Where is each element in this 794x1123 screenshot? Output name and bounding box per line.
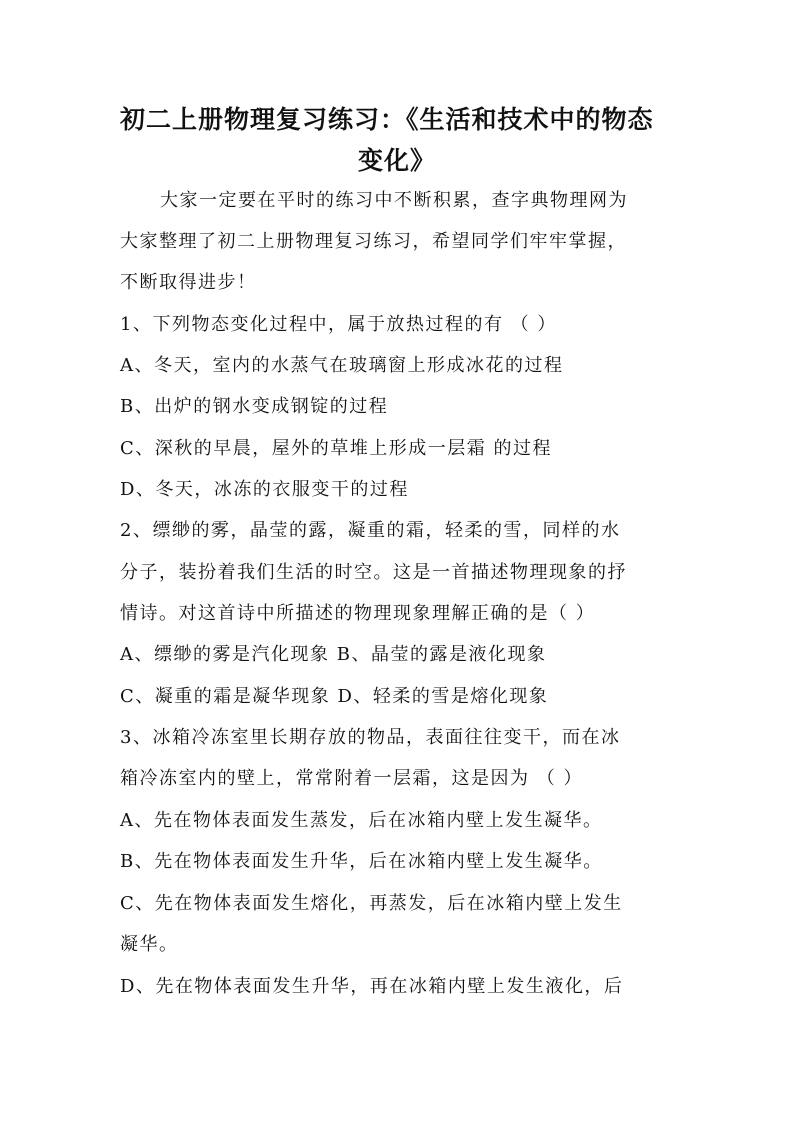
question-3-option-b: B、先在物体表面发生升华，后在冰箱内壁上发生凝华。 xyxy=(120,851,603,872)
question-3-option-c-line-2: 凝华。 xyxy=(120,934,179,955)
question-2-options-ab: A、缥缈的雾是汽化现象 B、晶莹的露是液化现象 xyxy=(120,644,547,665)
question-1-option-b: B、出炉的钢水变成钢锭的过程 xyxy=(120,396,389,417)
intro-line-1: 大家一定要在平时的练习中不断积累，查字典物理网为 xyxy=(160,190,628,211)
intro-line-3: 不断取得进步！ xyxy=(120,272,257,293)
intro-line-2: 大家整理了初二上册物理复习练习，希望同学们牢牢掌握， xyxy=(120,231,627,252)
question-2-options-cd: C、凝重的霜是凝华现象 D、轻柔的雪是熔化现象 xyxy=(120,686,549,707)
document-title-line-2: 变化》 xyxy=(357,146,436,175)
document-title-line-1: 初二上册物理复习练习：《生活和技术中的物态 xyxy=(120,105,654,134)
question-2-stem-line-2: 分子，装扮着我们生活的时空。这是一首描述物理现象的抒 xyxy=(120,562,627,583)
question-1-option-d: D、冬天，冰冻的衣服变干的过程 xyxy=(120,479,409,500)
question-2-stem-line-3: 情诗。对这首诗中所描述的物理现象理解正确的是（ ） xyxy=(120,603,596,624)
question-3-option-d: D、先在物体表面发生升华，再在冰箱内壁上发生液化，后 xyxy=(120,976,624,997)
question-1-option-a: A、冬天，室内的水蒸气在玻璃窗上形成冰花的过程 xyxy=(120,355,564,376)
question-3-option-c-line-1: C、先在物体表面发生熔化，再蒸发，后在冰箱内壁上发生 xyxy=(120,893,623,914)
question-3-option-a: A、先在物体表面发生蒸发，后在冰箱内壁上发生凝华。 xyxy=(120,810,603,831)
question-1-option-c: C、深秋的早晨，屋外的草堆上形成一层霜 的过程 xyxy=(120,438,552,459)
question-1-stem: 1、下列物态变化过程中，属于放热过程的有 （ ） xyxy=(120,314,557,335)
question-3-stem-line-1: 3、冰箱冷冻室里长期存放的物品，表面往往变干，而在冰 xyxy=(120,727,621,748)
question-3-stem-line-2: 箱冷冻室内的壁上，常常附着一层霜，这是因为 （ ） xyxy=(120,768,583,789)
question-2-stem-line-1: 2、缥缈的雾，晶莹的露，凝重的霜，轻柔的雪，同样的水 xyxy=(120,520,621,541)
